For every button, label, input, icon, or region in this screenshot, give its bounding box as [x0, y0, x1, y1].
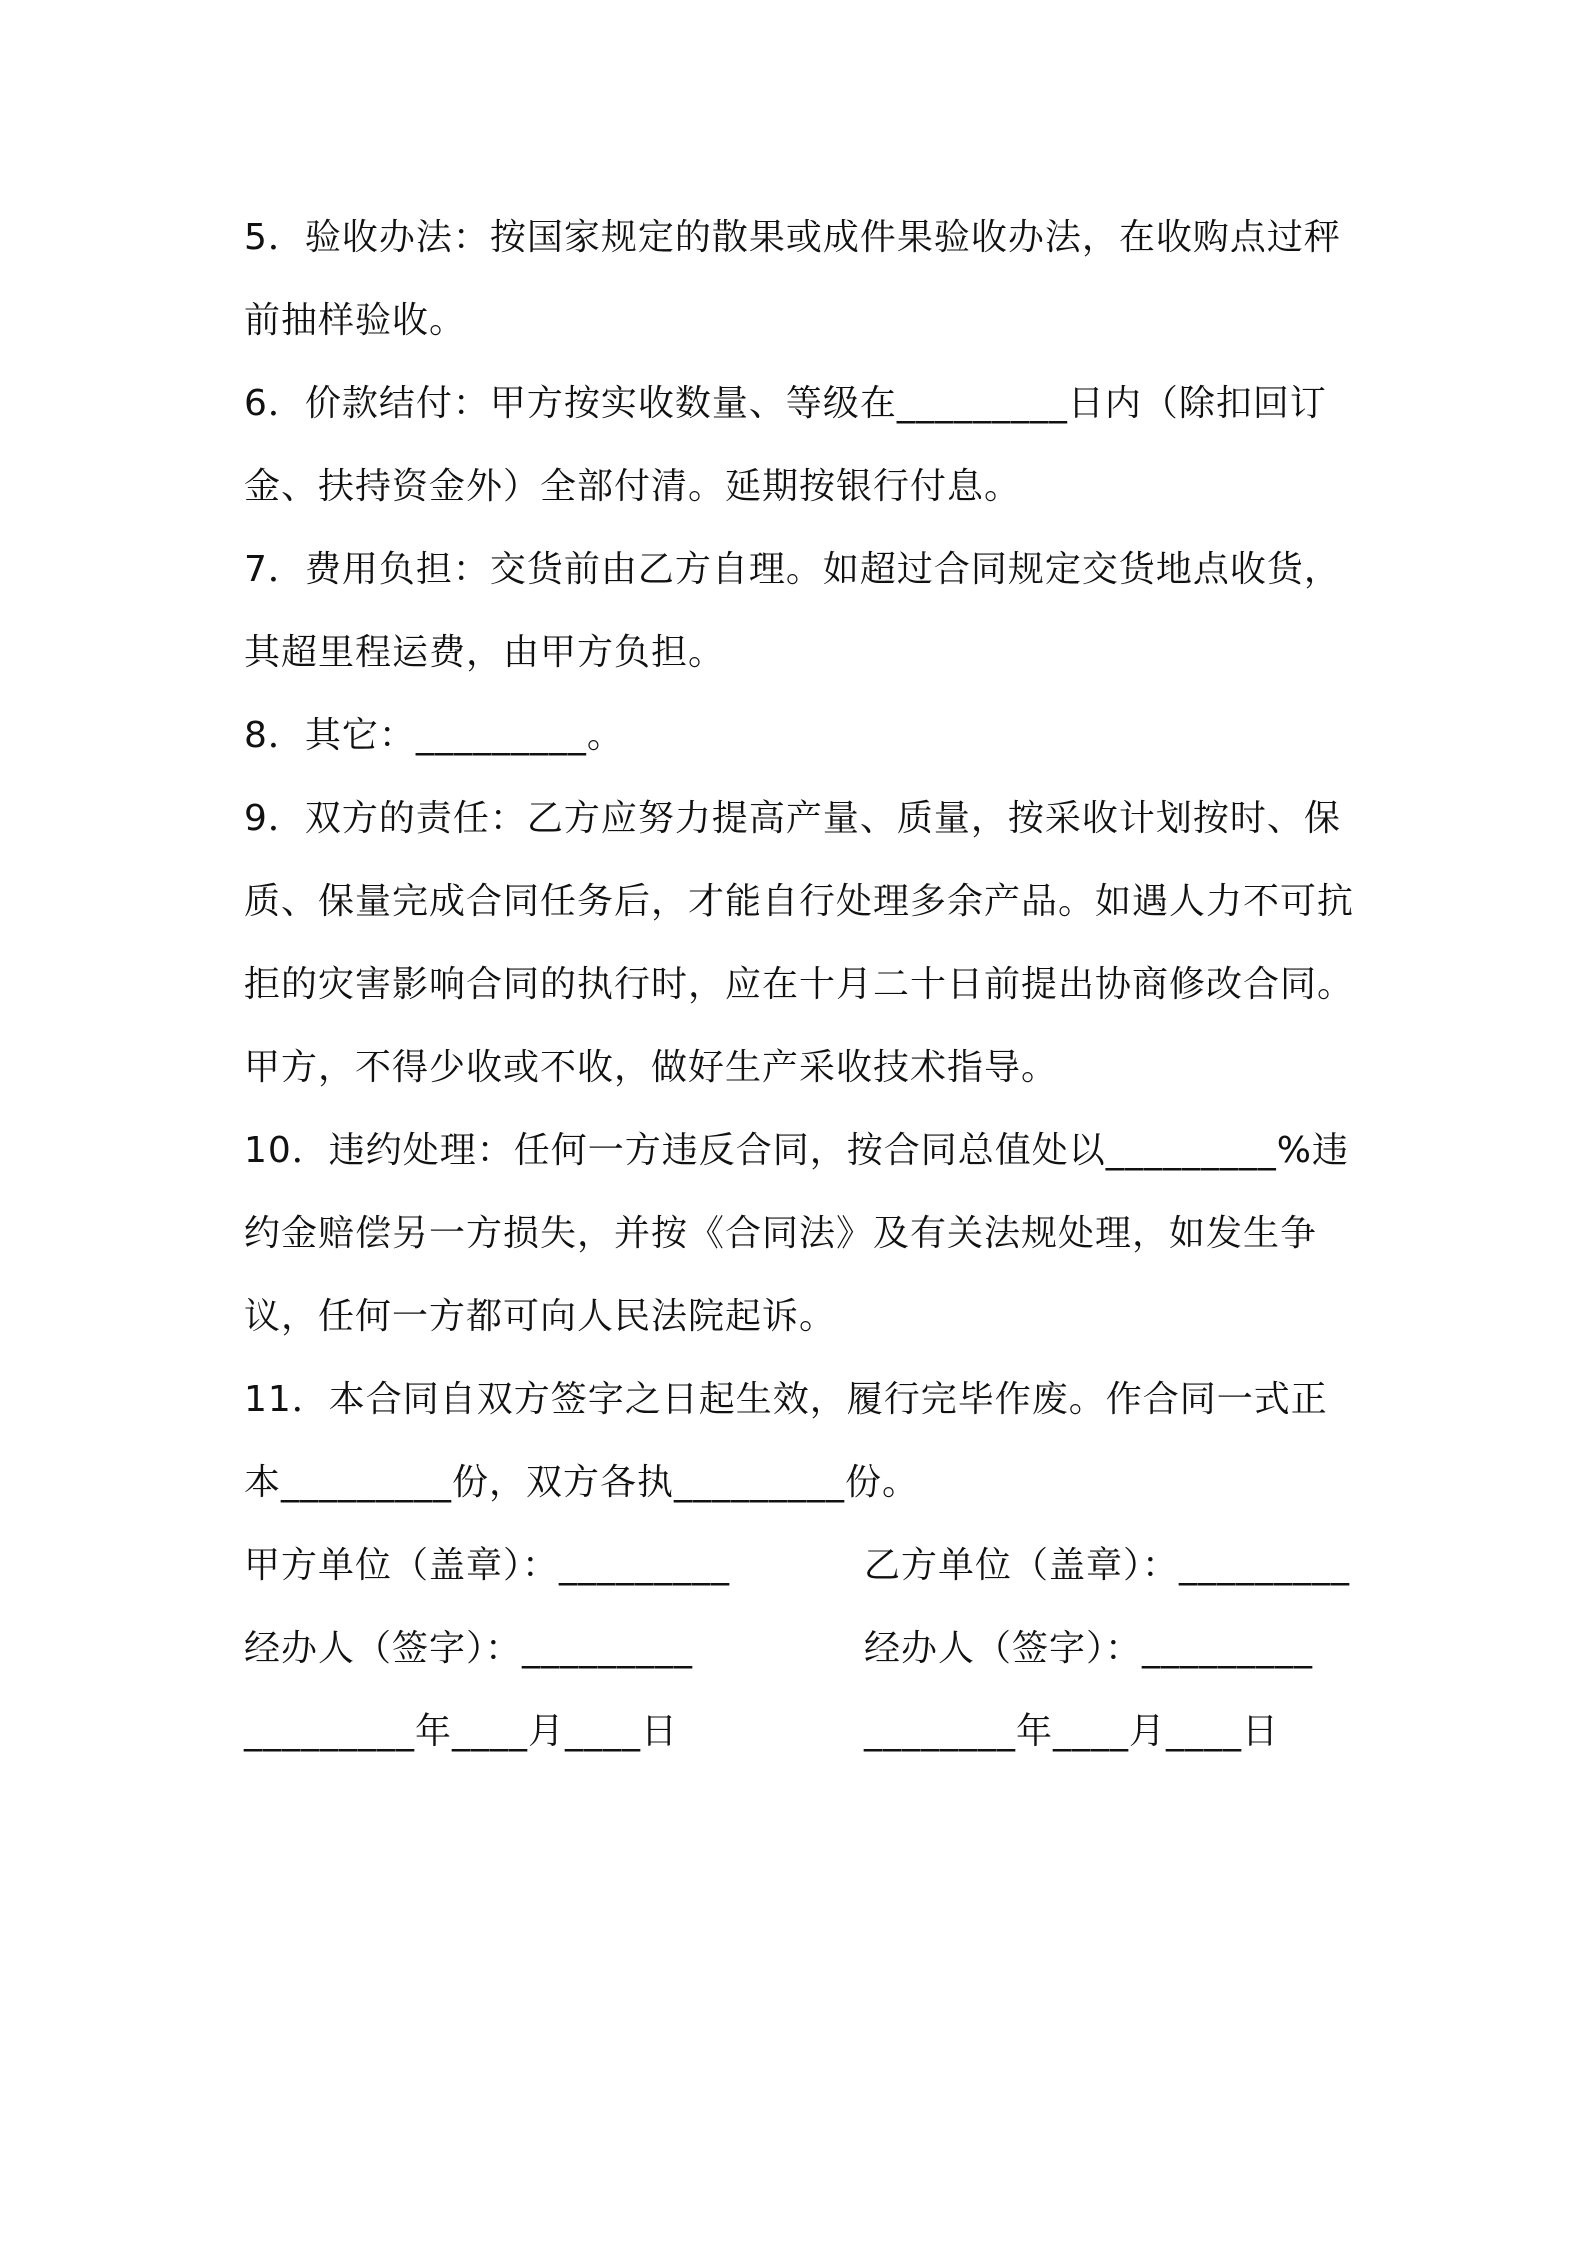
- clause-11-effect: 11．本合同自双方签字之日起生效，履行完毕作废。作合同一式正本_________份，双方各执_________份。: [244, 1379, 1328, 1503]
- contract-body: [244, 196, 1354, 1773]
- clause-8-other: 8．其它：_________。: [244, 715, 624, 756]
- party-a-agent-field: 经办人（签字）：_________: [244, 1628, 694, 1669]
- signature-unit-row: [244, 1524, 1354, 1607]
- clause-9-responsibilities: 9．双方的责任：乙方应努力提高产量、质量，按采收计划按时、保质、保量完成合同任务后，才能自行处理多余产品。如遇人力不可抗拒的灾害影响合同的执行时，应在十月二十日前提出协商修改合同。甲方，不得少收或不收，做好生产采收技术指导。: [244, 798, 1355, 1088]
- clause-6-payment: 6．价款结付：甲方按实收数量、等级在_________日内（除扣回订金、扶持资金外）全部付清。延期按银行付息。: [244, 383, 1327, 507]
- clause-5-acceptance: 5．验收办法：按国家规定的散果或成件果验收办法，在收购点过秤前抽样验收。: [244, 217, 1341, 341]
- signature-date-row: [244, 1690, 1354, 1773]
- party-a-unit-field: 甲方单位（盖章）：_________: [244, 1545, 731, 1586]
- party-b-date-field: ________年____月____日: [864, 1711, 1279, 1752]
- party-a-date-field: _________年____月____日: [244, 1711, 678, 1752]
- party-b-agent-field: 经办人（签字）：_________: [864, 1628, 1314, 1669]
- party-b-unit-field: 乙方单位（盖章）：_________: [864, 1545, 1351, 1586]
- clause-7-costs: 7．费用负担：交货前由乙方自理。如超过合同规定交货地点收货，其超里程运费，由甲方负担。: [244, 549, 1341, 673]
- signature-agent-row: [244, 1607, 1354, 1690]
- clause-10-breach: 10．违约处理：任何一方违反合同，按合同总值处以_________%违约金赔偿另一方损失，并按《合同法》及有关法规处理，如发生争议，任何一方都可向人民法院起诉。: [244, 1130, 1350, 1337]
